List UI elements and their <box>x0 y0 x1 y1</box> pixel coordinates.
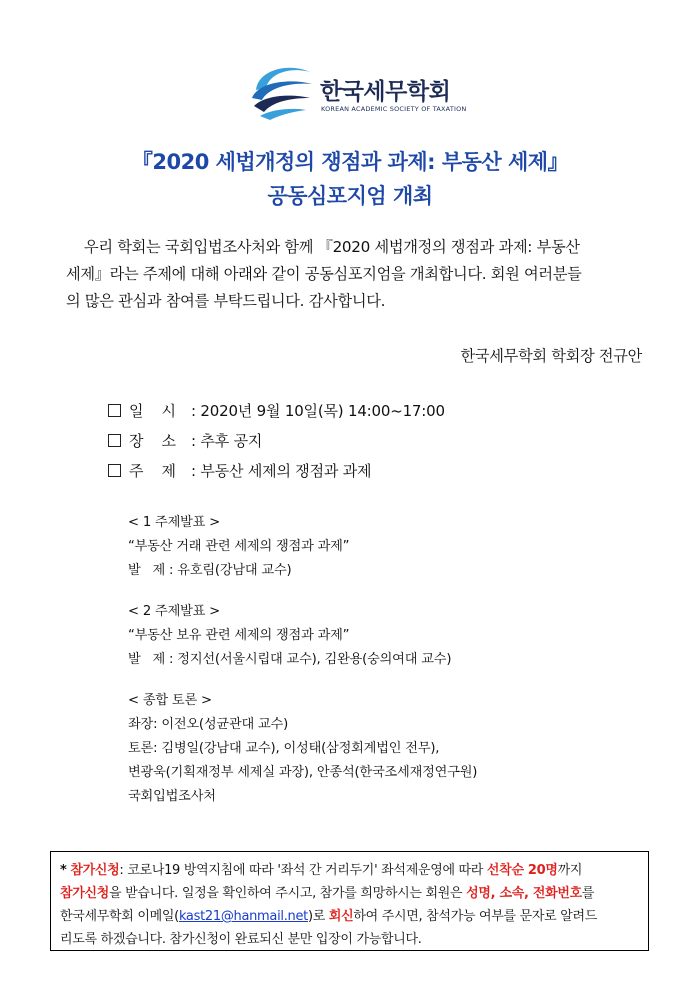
notice-line <box>60 905 640 928</box>
signature: 한국세무학회 학회장 전규안 <box>460 347 642 365</box>
notice-text: 한국세무학회 이메일( <box>60 909 179 924</box>
session1-heading: < 1 주제발표 > <box>128 515 221 530</box>
info-place <box>108 430 262 451</box>
session2-speaker: 발 제 : 정지선(서울시립대 교수), 김완용(숭의여대 교수) <box>128 652 452 667</box>
checkbox-square-icon <box>108 464 121 477</box>
notice-line <box>60 882 640 905</box>
notice-text: 를 <box>581 886 595 901</box>
session3-chair: 좌장: 이전오(성균관대 교수) <box>128 717 289 732</box>
notice-text: )로 <box>307 909 326 924</box>
info-value: : 2020년 9월 10일(목) 14:00~17:00 <box>191 402 445 420</box>
notice-text: 하여 주시면, 참석가능 여부를 문자로 알려드 <box>353 909 598 924</box>
notice-text: 까지 <box>557 863 583 878</box>
notice-highlight: 회신 <box>328 909 354 924</box>
intro-line: 우리 학회는 국회입법조사처와 함께 『2020 세법개정의 쟁점과 과제: 부동산 <box>84 238 580 256</box>
intro-line: 의 많은 관심과 참여를 부탁드립니다. 감사합니다. <box>66 292 386 310</box>
info-date <box>108 400 445 421</box>
checkbox-square-icon <box>108 434 121 447</box>
notice-label: 참가신청 <box>70 863 120 878</box>
logo-name-english: KOREAN ACADEMIC SOCIETY OF TAXATION <box>321 105 467 113</box>
notice-line <box>60 859 640 882</box>
session3-panel: 국회입법조사처 <box>128 789 216 804</box>
session2-heading: < 2 주제발표 > <box>128 604 221 619</box>
society-logo <box>248 58 467 124</box>
session3-panel: 토론: 김병일(강남대 교수), 이성태(삼정회계법인 전무), <box>128 741 440 756</box>
info-label: 일 시 <box>129 402 176 420</box>
notice-highlight: 성명, 소속, 전화번호 <box>466 886 582 901</box>
session3-heading: < 종합 토론 > <box>128 693 212 708</box>
session1-speaker: 발 제 : 유호림(강남대 교수) <box>128 563 292 578</box>
notice-text: : 코로나19 방역지침에 따라 '좌석 간 거리두기' 좌석제운영에 따라 <box>119 863 484 878</box>
logo-name-korean: 한국세무학회 <box>320 79 451 105</box>
notice-text: 을 받습니다. 일정을 확인하여 주시고, 참가를 희망하시는 회원은 <box>109 886 463 901</box>
info-label: 주 제 <box>129 462 176 480</box>
intro-line: 세제』라는 주제에 대해 아래와 같이 공동심포지엄을 개최합니다. 회원 여러분들 <box>66 265 582 283</box>
document-subtitle: 공동심포지엄 개최 <box>267 184 433 208</box>
notice-line: 리도록 하겠습니다. 참가신청이 완료되신 분만 입장이 가능합니다. <box>60 932 422 947</box>
session1-topic: “부동산 거래 관련 세제의 쟁점과 과제” <box>128 539 350 554</box>
notice-star: * <box>60 863 67 878</box>
info-value: : 추후 공지 <box>191 432 263 450</box>
notice-highlight: 참가신청 <box>60 886 110 901</box>
session2-topic: “부동산 보유 관련 세제의 쟁점과 과제” <box>128 628 350 643</box>
email-link[interactable]: kast21@hanmail.net <box>178 909 308 924</box>
info-topic <box>108 460 371 481</box>
intro-paragraph <box>66 234 646 315</box>
info-label: 장 소 <box>129 432 176 450</box>
info-value: : 부동산 세제의 쟁점과 과제 <box>191 462 372 480</box>
session3-panel: 변광욱(기획재정부 세제실 과장), 안종석(한국조세재정연구원) <box>128 765 478 780</box>
registration-notice <box>50 851 649 951</box>
document-title: 『2020 세법개정의 쟁점과 과제: 부동산 세제』 <box>131 150 569 174</box>
checkbox-square-icon <box>108 404 121 417</box>
swirl-logo-icon <box>248 58 316 124</box>
notice-highlight: 선착순 20명 <box>486 863 558 878</box>
